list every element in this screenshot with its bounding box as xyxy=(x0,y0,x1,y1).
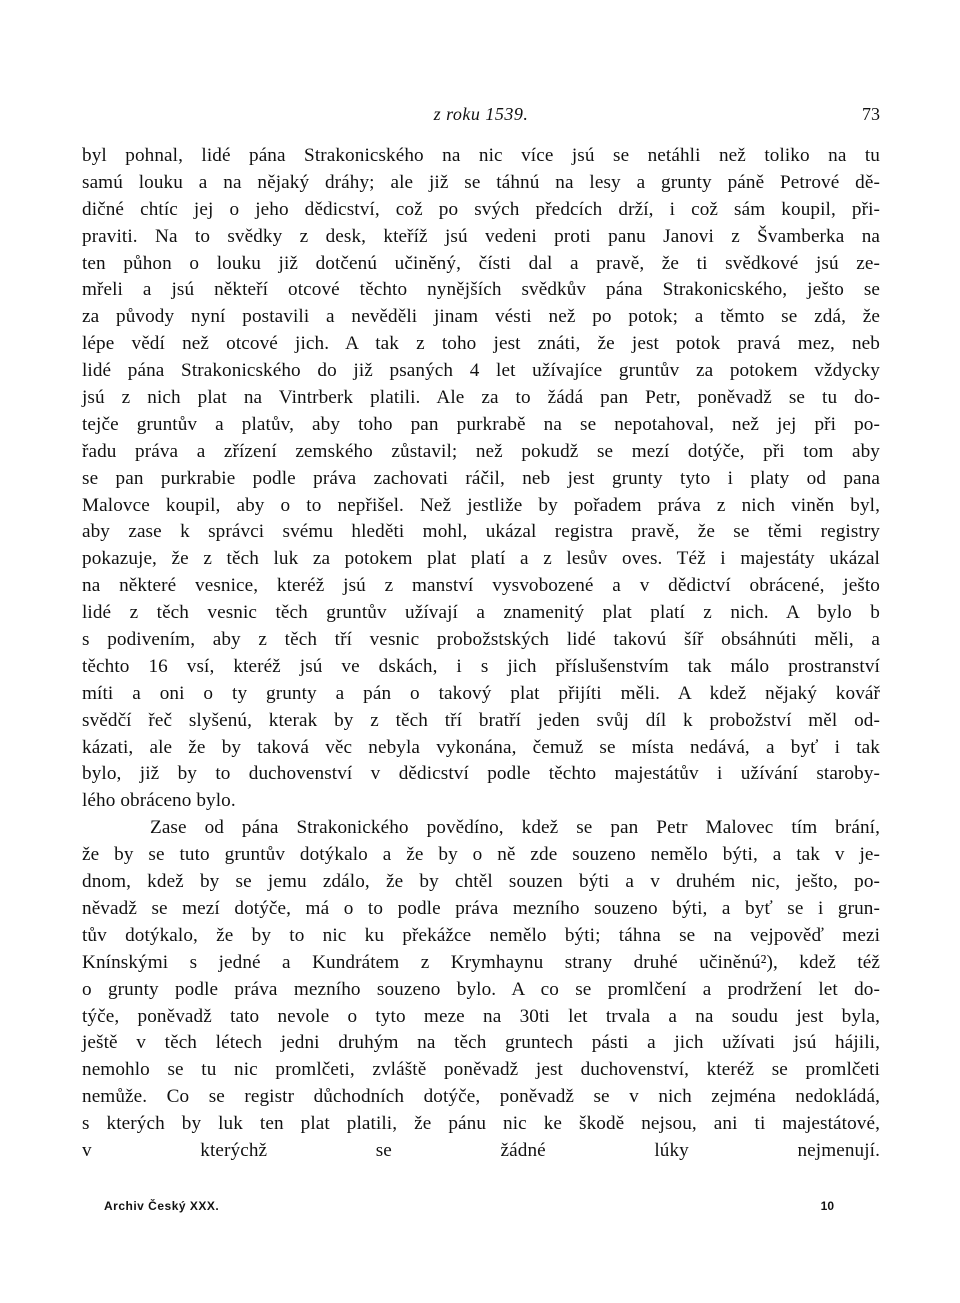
text-line: něvadž se mezí dotýče, má o to podle práva mezního souzeno býti, a byť se i grun- xyxy=(82,897,880,919)
sheet-signature-number: 10 xyxy=(820,1199,834,1213)
running-head xyxy=(82,104,880,128)
text-line: lidé pána Strakonicského do již psaných 4 let užívajíce gruntův za potokem vždycky xyxy=(82,360,880,382)
text-line: tejče gruntův a platův, aby toho pan purkrabě na se nepotahoval, než jej při po- xyxy=(82,413,880,435)
text-line: týče, poněvadž tato nevole o tyto meze na 30ti let trvala a na soudu jest byla, xyxy=(82,1005,880,1027)
text-line: aby zase k správci svému hleděti mohl, ukázal registra pravě, že se těmi registry xyxy=(82,521,880,543)
text-line: v kterýchž se žádné lúky nejmenují. xyxy=(82,1139,880,1161)
text-line-paragraph-end: lého obráceno bylo. xyxy=(82,790,236,812)
text-line: ještě v těch létech jedni druhým na těch gruntech pásti a jich užívati jsú hájili, xyxy=(82,1032,880,1054)
text-line-paragraph-start: Zase od pána Strakonického povědíno, kdež se pan Petr Malovec tím brání, xyxy=(150,817,880,839)
text-line: kázati, ale že by taková věc nebyla vykonána, čemuž se místa nedává, a byť i tak xyxy=(82,736,880,758)
printer-signature: Archiv Český XXX. xyxy=(104,1199,220,1213)
text-line: s podivením, aby z těch tří vesnic probožstských lidé takovú šíř obsáhnúti měli, a xyxy=(82,629,880,651)
text-line: lépe vědí než otcové jich. A tak z toho jest znáti, že jest potok pravá mez, neb xyxy=(82,333,880,355)
text-line: s kterých by luk ten plat platili, že pánu nic ke škodě nejsou, ani ti majestátové, xyxy=(82,1113,880,1135)
text-line: samú louku a na nějaký dráhy; ale již se táhnú na lesy a grunty páně Petrové dě- xyxy=(82,171,880,193)
text-line: nemůže. Co se registr důchodních dotýče, poněvadž se v nich zejména nedokládá, xyxy=(82,1086,880,1108)
text-line: lidé z těch vesnic těch gruntův užívají a znamenitý plat platí z nich. A bylo b xyxy=(82,602,880,624)
footer xyxy=(104,1199,834,1219)
text-line: byl pohnal, lidé pána Strakonicského na nic více jsú se netáhli než toliko na tu xyxy=(82,145,880,166)
page-number: 73 xyxy=(862,104,880,124)
text-line: Knínskými s jedné a Kundrátem z Krymhaynu strany druhé učiněnú²), kdež též xyxy=(82,951,880,973)
text-line: pokazuje, že z těch luk za potokem plat platí a z lesův oves. Též i majestáty ukázal xyxy=(82,548,880,570)
text-line: řadu práva a zřízení zemského zůstavil; než pokudž se mezí dotýče, při tom aby xyxy=(82,440,880,462)
text-line: se pan purkrabie podle práva zachovati ráčil, neb jest grunty tyto i platy od pana xyxy=(82,467,880,489)
text-line-paragraph-end xyxy=(82,1165,880,1192)
text-line: že by se tuto gruntův dotýkalo a že by o ně zde souzeno nemělo býti, a tak v je- xyxy=(82,844,880,866)
text-line: Malovce koupil, aby o to nepřišel. Než jestliže by pořadem práva z nich viněn byl, xyxy=(82,494,880,516)
text-line: mřeli a jsú někteří otcové těchto nynějších svědkův pána Strakonicského, ješto se xyxy=(82,279,880,301)
text-line: jsú z nich plat na Vintrberk platili. Ale za to žádá pan Petr, poněvadž se tu do- xyxy=(82,387,880,409)
text-line: těchto 16 vsí, kteréž jsú ve dskách, i s jich příslušenstvím tak málo prostranství xyxy=(82,655,880,677)
text-line: dnom, kdež by se jemu zdálo, že by chtěl souzen býti a v druhém nic, ješto, po- xyxy=(82,871,880,893)
text-line: praviti. Na to svědky z desk, kteříž jsú vedeni proti panu Janovi z Švamberka na xyxy=(82,225,880,247)
text-line: bylo, již by to duchovenství v dědicství podle těchto majestátův i užívání staroby- xyxy=(82,763,880,785)
text-line: míti a oni o ty grunty a pán o takový plat přijíti měli. A kdež nějaký kovář xyxy=(82,682,880,704)
text-line: o grunty podle práva mezního souzeno bylo. A co se promlčení a prodržení let do- xyxy=(82,978,880,1000)
text-line: za původy nyní postavili a nevěděli jinam vésti než po potok; a těmto se zdá, že xyxy=(82,306,880,328)
text-line: svědčí řeč slyšenú, kterak by z těch tří bratří jeden svůj díl k probožství měl od- xyxy=(82,709,880,731)
body-text xyxy=(82,143,880,1192)
running-title: z roku 1539. xyxy=(433,104,529,124)
text-line: dičné chtíc jej o jeho dědicství, což po svých předcích drží, i což sám koupil, při- xyxy=(82,198,880,220)
text-line: tův dotýkalo, že by to nic ku překážce nemělo býti; táhna se na vejpověď mezi xyxy=(82,924,880,946)
text-line: nemohlo se tu nic promlčeti, zvláště poněvadž jest duchovenství, kteréž se promlčeti xyxy=(82,1059,880,1081)
text-line: ten půhon o louku již dotčenú učiněný, čísti dal a pravě, že ti svědkové jsú ze- xyxy=(82,252,880,274)
text-line: na některé vesnice, kteréž jsú z manství vysvobozené a v dědictví obrácené, ješto xyxy=(82,575,880,597)
